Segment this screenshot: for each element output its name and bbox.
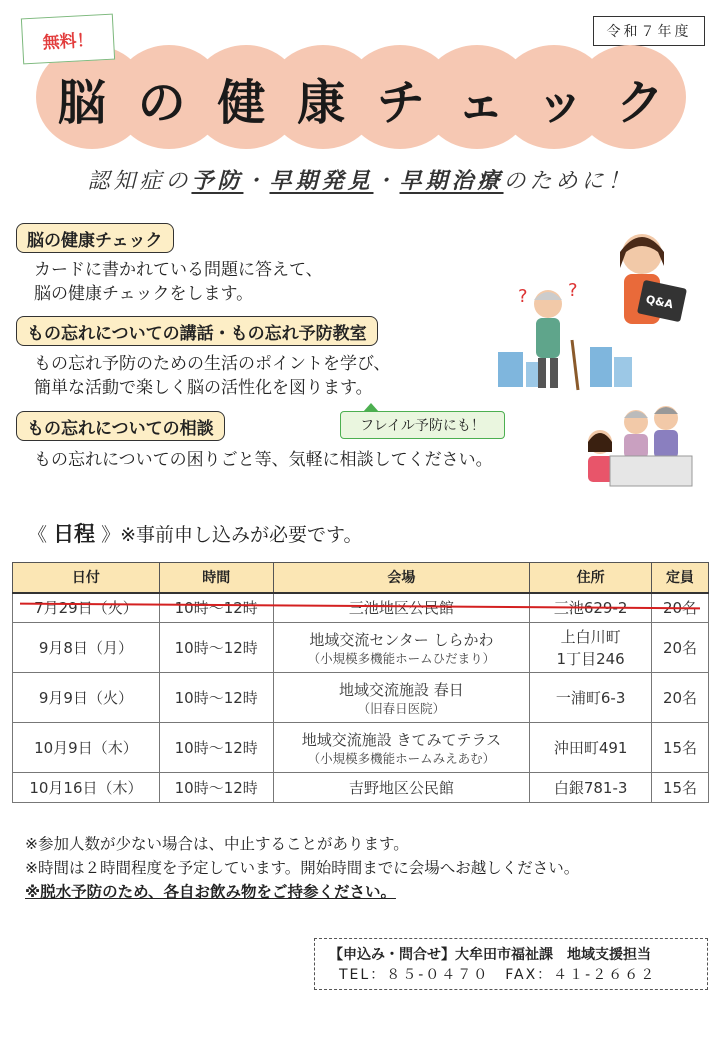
free-badge: 無料！ [21, 14, 115, 65]
cell-time: 10時～12時 [159, 723, 273, 773]
section-line: もの忘れ予防のための生活のポイントを学び、 [34, 354, 391, 374]
contact-title: 【申込み・問合せ】大牟田市福祉課 地域支援担当 [329, 947, 651, 963]
col-header-venue: 会場 [273, 563, 530, 593]
fiscal-year-box: 令和７年度 [593, 16, 705, 46]
illustration-consultation [580, 400, 710, 495]
cell-time: 10時～12時 [159, 623, 273, 673]
subtitle-text: のために！ [503, 169, 634, 194]
title-char: 脳 [57, 74, 106, 131]
title-char: 健 [217, 74, 266, 131]
svg-text:Q&A: Q&A [644, 292, 675, 312]
illustration-elderly-confused [490, 222, 700, 402]
contact-phone-fax: TEL：８５-０４７０ FAX：４１-２６６２ [339, 967, 657, 983]
subtitle-text: 認知症の [87, 169, 192, 194]
cell-date: 9月9日（火） [13, 673, 160, 723]
venue-sub: （小規模多機能ホームひだまり） [307, 650, 496, 666]
address-line: 上白川町 [560, 627, 621, 646]
svg-text:?: ? [518, 286, 528, 307]
cell-venue [273, 673, 530, 723]
subtitle-text: ・ [373, 169, 400, 194]
cell-venue [273, 723, 530, 773]
title-banner [36, 45, 686, 149]
heading-bracket: 》 [101, 524, 121, 546]
venue-name: 地域交流センター しらかわ [309, 630, 494, 649]
col-header-capacity: 定員 [652, 563, 709, 593]
section-line: カードに書かれている問題に答えて、 [34, 260, 323, 280]
cell-address: 沖田町491 [530, 723, 652, 773]
cell-time: 10時～12時 [159, 673, 273, 723]
table-row [13, 723, 709, 773]
cell-capacity: 20名 [652, 593, 709, 623]
svg-text:?: ? [568, 280, 578, 301]
cell-capacity: 15名 [652, 773, 709, 803]
frail-prevention-callout: フレイル予防にも！ [340, 411, 505, 439]
subtitle [0, 164, 721, 195]
section-body-consultation [34, 448, 493, 472]
note-line-emphasis: ※脱水予防のため、各自お飲み物をご持参ください。 [25, 883, 396, 901]
cell-venue: 三池地区公民館 [273, 593, 530, 623]
cell-time: 10時～12時 [159, 593, 273, 623]
table-header-row [13, 563, 709, 593]
cell-date: 9月8日（月） [13, 623, 160, 673]
section-body-brain-check [34, 258, 323, 306]
cell-address: 白銀781-3 [530, 773, 652, 803]
title-char: の [137, 74, 186, 131]
section-line: もの忘れについての困りごと等、気軽に相談してください。 [34, 450, 493, 470]
section-label-consultation: もの忘れについての相談 [16, 411, 225, 441]
cell-date: 10月9日（木） [13, 723, 160, 773]
cell-time: 10時～12時 [159, 773, 273, 803]
cell-date: 10月16日（木） [13, 773, 160, 803]
cell-venue: 吉野地区公民館 [273, 773, 530, 803]
subtitle-highlight-prevention: 予防 [191, 169, 244, 194]
venue-name: 地域交流施設 春日 [339, 680, 464, 699]
table-row [13, 623, 709, 673]
section-line: 脳の健康チェックをします。 [34, 284, 254, 304]
title-char: ェ [456, 74, 505, 131]
schedule-table [12, 562, 709, 803]
venue-sub: （旧春日医院） [357, 700, 446, 716]
cell-date: 7月29日（火） [13, 593, 160, 623]
notes-block [25, 832, 579, 904]
col-header-address: 住所 [530, 563, 652, 593]
cell-capacity: 20名 [652, 623, 709, 673]
venue-sub: （小規模多機能ホームみえあむ） [307, 750, 496, 766]
schedule-note: ※事前申し込みが必要です。 [120, 524, 363, 546]
section-body-lecture [34, 352, 390, 400]
section-label-lecture: もの忘れについての講話・もの忘れ予防教室 [16, 316, 378, 346]
col-header-date: 日付 [13, 563, 160, 593]
subtitle-highlight-early-detection: 早期発見 [269, 169, 374, 194]
note-line: ※時間は２時間程度を予定しています。開始時間までに会場へお越しください。 [25, 859, 580, 877]
title-char: ッ [536, 74, 585, 131]
cell-address: 三池629-2 [530, 593, 652, 623]
section-label-brain-check: 脳の健康チェック [16, 223, 174, 253]
table-row [13, 673, 709, 723]
subtitle-highlight-early-treatment: 早期治療 [399, 169, 504, 194]
cell-address [530, 623, 652, 673]
subtitle-text: ・ [243, 169, 270, 194]
title-char: ク [616, 74, 665, 131]
schedule-title: 日程 [53, 522, 96, 546]
address-line: 1丁目246 [556, 649, 625, 668]
contact-box [314, 938, 708, 990]
cell-venue [273, 623, 530, 673]
cell-address: 一浦町6-3 [530, 673, 652, 723]
table-row [13, 773, 709, 803]
cell-capacity: 15名 [652, 723, 709, 773]
schedule-heading [28, 518, 363, 548]
col-header-time: 時間 [159, 563, 273, 593]
cell-capacity: 20名 [652, 673, 709, 723]
note-line: ※参加人数が少ない場合は、中止することがあります。 [25, 835, 409, 853]
page-title [36, 63, 686, 133]
section-line: 簡単な活動で楽しく脳の活性化を図ります。 [34, 378, 373, 398]
title-char: 康 [297, 74, 346, 131]
heading-bracket: 《 [28, 524, 48, 546]
title-char: チ [376, 74, 425, 131]
venue-name: 地域交流施設 きてみてテラス [301, 730, 502, 749]
